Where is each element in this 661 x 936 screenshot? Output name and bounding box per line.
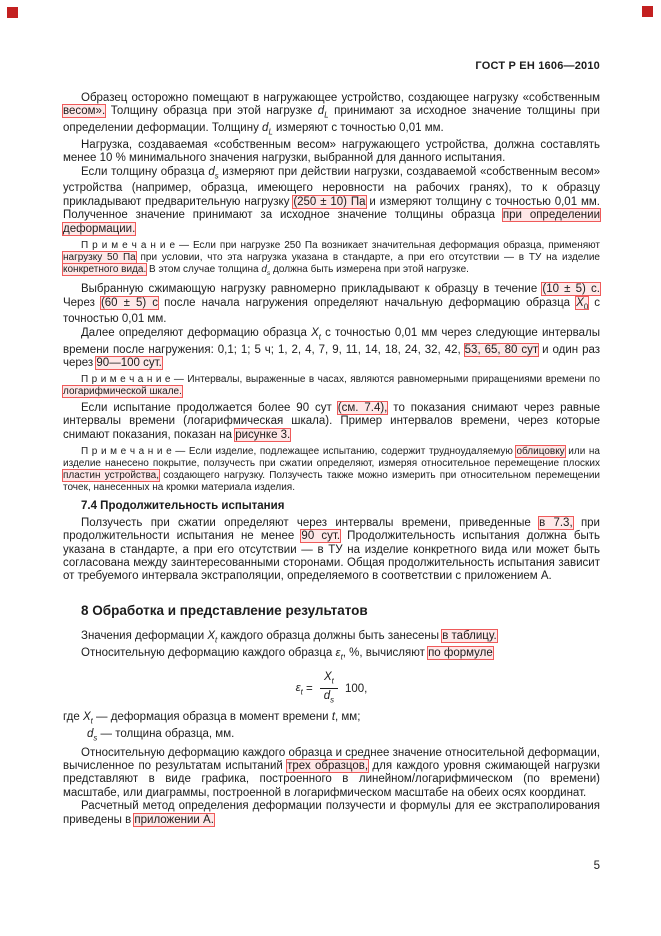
formula-relative-deformation: $\varepsilon_t$ = $\frac{X_t}{d_s}$ 100, bbox=[295, 670, 368, 705]
heading-8-results-processing: 8 Обработка и представление результатов bbox=[81, 602, 368, 618]
note-250pa: П р и м е ч а н и е — Если при нагрузке 250 Па возникает значительная деформация образца, применяют нагрузку 50 Па при условии, что эта нагрузка указана в стандарте, а при его отсутствии — в ТУ на изделие конкретного вида. В этом случае толщина $d_s$ должна быть измерена при этой нагрузке. bbox=[63, 239, 600, 277]
paragraph-calculation-method: Расчетный метод определения деформации ползучести и формулы для ее экстраполирования приведены в приложении А. bbox=[63, 800, 600, 826]
paragraph-self-weight-load: Нагрузка, создаваемая «собственным весом» нагружающего устройства, должна составлять менее 10 % минимального значения нагрузки, выбранной для данного испытания. bbox=[63, 138, 600, 165]
formula-legend-xt: где $X_t$ — деформация образца в момент времени t, мм; bbox=[63, 711, 361, 726]
page-number: 5 bbox=[593, 860, 600, 872]
paragraph-test-over-90-days: Если испытание продолжается более 90 сут (см. 7.4), то показания снимают через равные интервалы времени (логарифмическая шкала). Пример интервалов времени, через которые снимают показания, показан на рисунке 3. bbox=[63, 401, 600, 441]
note-facing-coating: П р и м е ч а н и е — Если изделие, подлежащее испытанию, содержит трудноудаляемую облицовку или на изделие нанесено покрытие, ползучесть при сжатии определяют, измеряя относительное перемещение плоских пластин устройства, создающего нагрузку. Ползучесть также можно измерить при относительном перемещении точек, нанесенных на кромки материала изделия. bbox=[63, 446, 601, 493]
red-corner-mark-icon bbox=[7, 7, 18, 18]
paragraph-graph-presentation: Относительную деформацию каждого образца и среднее значение относительной деформации, вычисленное по результатам испытаний трех образцов, для каждого уровня сжимающей нагрузки представляют в виде графика, построенного в линейном/логарифмическом (по времени) масштабе, или диаграммы, построенной в логарифмическом масштабе на обеих осях координат. bbox=[63, 746, 600, 799]
paragraph-deformation-intervals: Далее определяют деформацию образца $X_t$ с точностью 0,01 мм через следующие интервалы времени после нагружения: 0,1; 1; 5 ч; 1, 2, 4, 7, 9, 11, 14, 18, 24, 32, 42, 53, 65, 80 сут и один раз через 90—100 сут. bbox=[63, 326, 601, 369]
paragraph-specimen-placement: Образец осторожно помещают в нагружающее устройство, создающее нагрузку «собственным весом». Толщину образца при этой нагрузке $d_L$ принимают за исходное значение толщины при определении деформации. Толщину $d_L$ измеряют с точностью 0,01 мм. bbox=[63, 92, 600, 137]
red-corner-mark-icon bbox=[642, 6, 653, 17]
formula-legend-ds: $d_s$ — толщина образца, мм. bbox=[87, 727, 235, 743]
paragraph-table-entry: Значения деформации $X_t$ каждого образца должны быть занесены в таблицу. bbox=[81, 630, 497, 645]
note-log-scale: П р и м е ч а н и е — Интервалы, выраженные в часах, являются равномерными приращениями времени по логарифмической шкале. bbox=[63, 374, 600, 398]
document-title-header: ГОСТ Р ЕН 1606—2010 bbox=[475, 60, 600, 72]
paragraph-thickness-measurement: Если толщину образца $d_s$ измеряют при действии нагрузки, создаваемой «собственным весом» устройства (например, образца, имеющего неровности на рабочих гранях), то к образцу прикладывают предварительную нагрузку (250 ± 10) Па и измеряют толщину с точностью 0,01 мм. Полученное значение принимают за исходное значение толщины образца при определении деформации. bbox=[63, 165, 601, 235]
document-body bbox=[63, 92, 600, 827]
paragraph-formula-intro: Относительную деформацию каждого образца $\varepsilon_t$, %, вычисляют по формуле bbox=[81, 646, 493, 662]
heading-7-4-test-duration: 7.4 Продолжительность испытания bbox=[81, 500, 285, 513]
paragraph-load-application: Выбранную сжимающую нагрузку равномерно прикладывают к образцу в течение (10 ± 5) с. Через (60 ± 5) с после начала нагружения определяют начальную деформацию образца $X_0$ с точностью 0,01 мм. bbox=[63, 283, 600, 326]
paragraph-test-duration: Ползучесть при сжатии определяют через интервалы времени, приведенные в 7.3, при продолжительности испытания не менее 90 сут. Продолжительность испытания должна быть указана в стандарте, а при его отсутствии — в ТУ на изделие конкретного вида или может быть согласована между заинтересованными сторонами. Общая продолжительность испытания зависит от требуемого интервала экстраполяции, определяемого в соответствии с приложением А. bbox=[63, 516, 600, 583]
